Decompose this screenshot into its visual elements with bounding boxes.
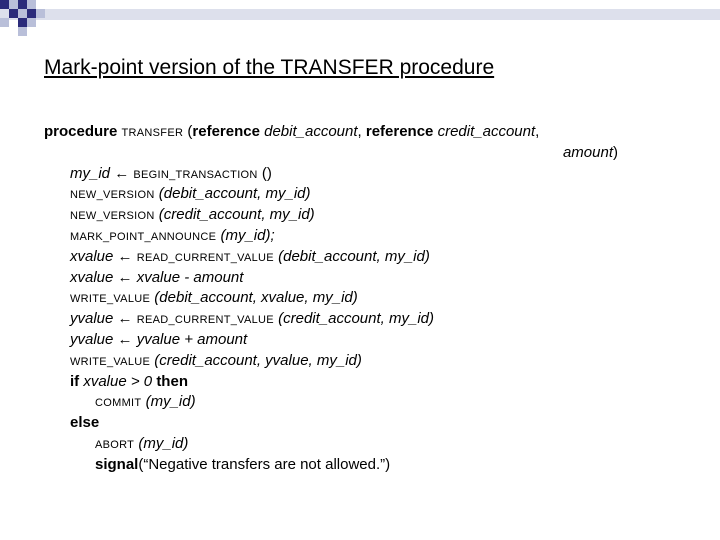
assign-arrow: ← (117, 247, 133, 265)
function-name: NEW_VERSION (70, 210, 155, 223)
keyword: procedure (44, 123, 118, 140)
keyword: if (70, 372, 80, 390)
comma: , (535, 123, 540, 140)
arguments: (my_id) (138, 434, 189, 452)
function-name: BEGIN_TRANSACTION (133, 168, 258, 181)
param: amount (562, 143, 613, 161)
variable: xvalue (70, 247, 114, 265)
procedure-name: TRANSFER (121, 127, 184, 139)
code-line-2 (44, 143, 618, 164)
slide-title: Mark-point version of the TRANSFER procedure (44, 56, 495, 79)
code-line-8 (44, 268, 618, 289)
comma: , (357, 123, 362, 140)
keyword: else (70, 414, 100, 432)
function-name: READ_CURRENT_VALUE (136, 251, 274, 264)
assign-arrow: ← (117, 268, 133, 286)
code-line-15 (44, 413, 618, 434)
function-name: WRITE_VALUE (70, 293, 151, 306)
variable: xvalue (70, 268, 114, 286)
arguments: (“Negative transfers are not allowed.”) (138, 455, 391, 473)
paren: ) (613, 143, 618, 161)
keyword: reference (365, 123, 434, 140)
code-line-16 (44, 434, 618, 455)
code-block (44, 122, 618, 476)
function-name: MARK_POINT_ANNOUNCE (70, 230, 217, 243)
expression: xvalue > 0 (83, 372, 153, 390)
code-line-13 (44, 372, 618, 393)
function-name: READ_CURRENT_VALUE (136, 314, 274, 327)
code-line-6 (44, 226, 618, 247)
code-line-10 (44, 309, 618, 330)
code-line-5 (44, 205, 618, 226)
arguments: () (261, 164, 272, 182)
code-line-4 (44, 184, 618, 205)
param: debit_account (264, 123, 358, 140)
code-line-14 (44, 392, 618, 413)
assign-arrow: ← (117, 330, 133, 348)
arguments: (my_id) (145, 393, 196, 411)
keyword: then (156, 372, 188, 390)
code-line-9 (44, 288, 618, 309)
keyword: signal (95, 455, 139, 473)
code-line-11 (44, 330, 618, 351)
param: credit_account (437, 123, 536, 140)
variable: yvalue (70, 330, 114, 348)
expression: yvalue + amount (136, 330, 248, 348)
function-name: ABORT (95, 438, 135, 451)
code-line-7 (44, 247, 618, 268)
variable: my_id (70, 164, 111, 182)
function-name: COMMIT (95, 397, 142, 410)
function-name: WRITE_VALUE (70, 355, 151, 368)
paren: ( (187, 123, 193, 140)
code-line-12 (44, 351, 618, 372)
expression: xvalue - amount (136, 268, 244, 286)
arguments: (credit_account, my_id) (158, 206, 315, 224)
arguments: (debit_account, my_id) (158, 185, 311, 203)
arguments: (credit_account, yvalue, my_id) (154, 351, 362, 369)
variable: yvalue (70, 310, 114, 328)
code-line-3 (44, 164, 618, 185)
code-line-17 (44, 455, 618, 476)
slide-decoration (0, 0, 720, 40)
keyword: reference (192, 123, 260, 140)
arguments: (credit_account, my_id) (278, 310, 435, 328)
arguments: (debit_account, my_id) (278, 247, 430, 265)
assign-arrow: ← (117, 310, 133, 328)
arguments: (my_id); (220, 226, 275, 244)
code-line-1 (44, 122, 618, 143)
assign-arrow: ← (114, 164, 130, 182)
function-name: NEW_VERSION (70, 189, 155, 202)
arguments: (debit_account, xvalue, my_id) (154, 289, 358, 307)
